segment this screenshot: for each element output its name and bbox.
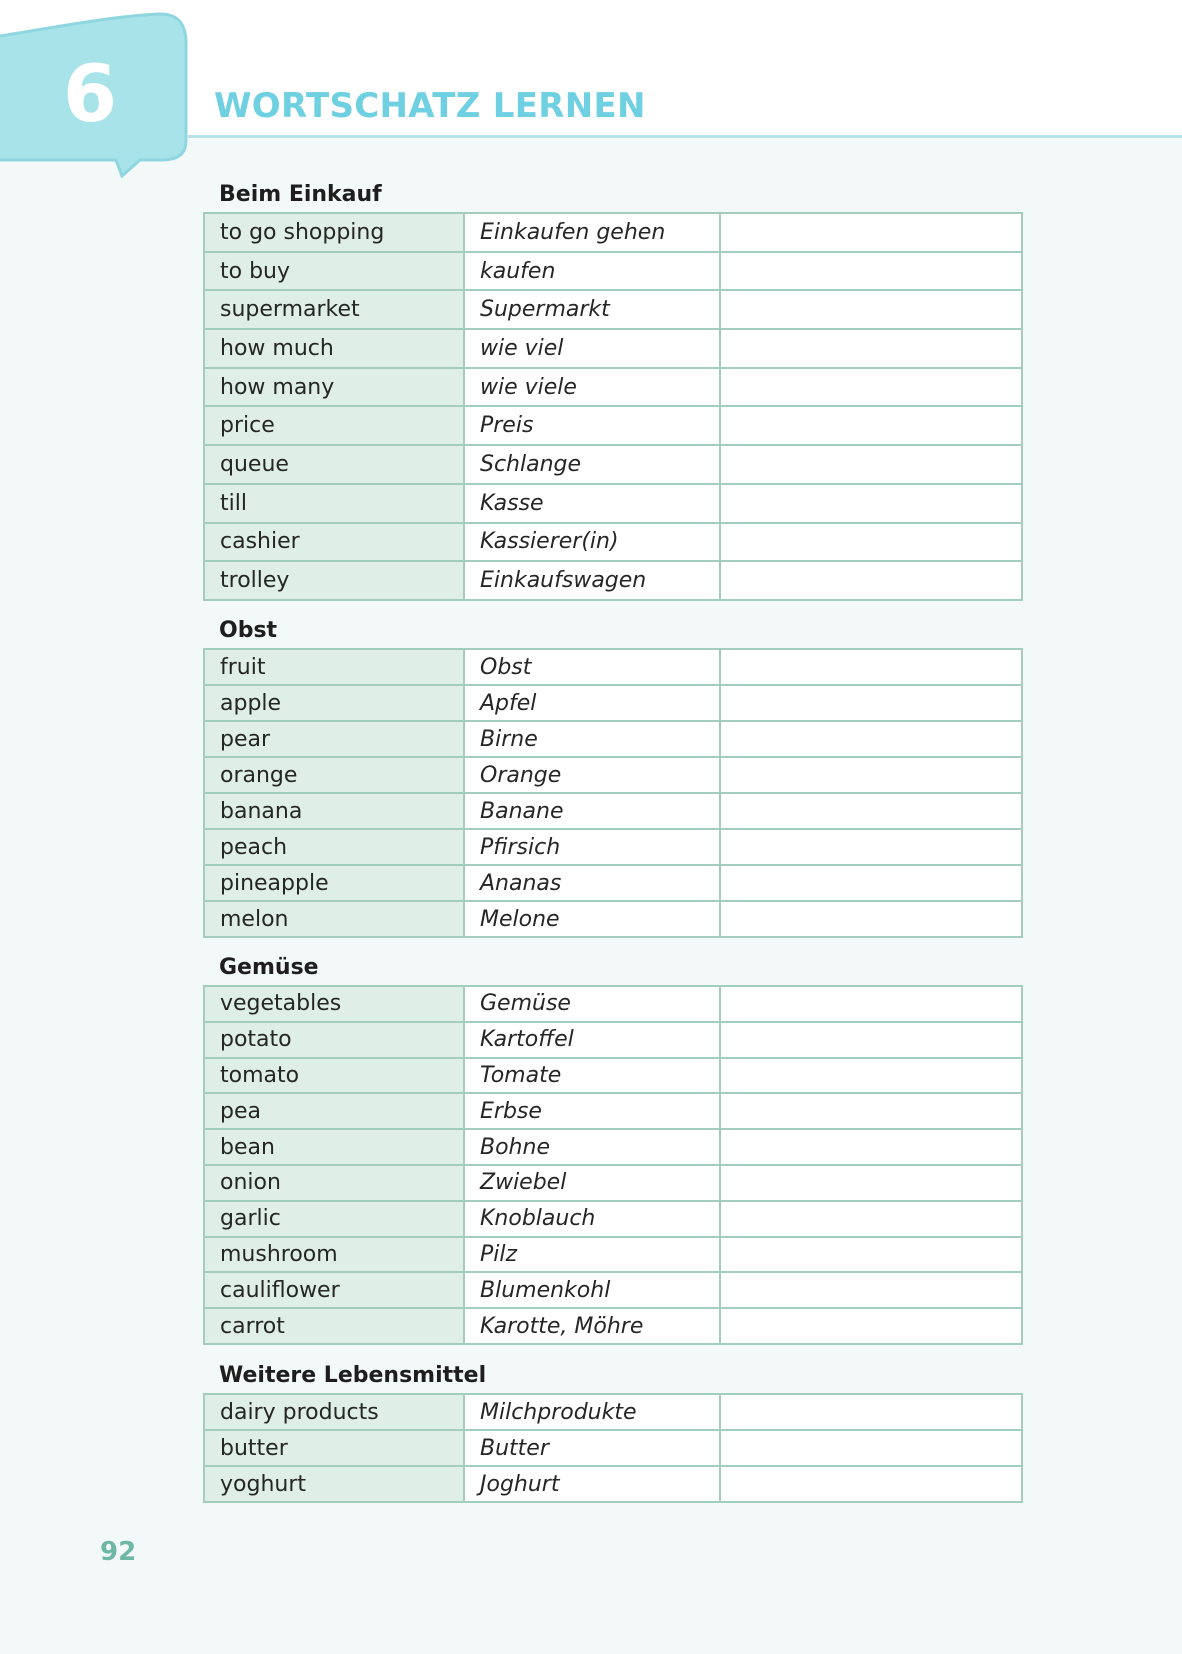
blank-cell [721, 1238, 1021, 1272]
header-rule [188, 135, 1182, 138]
chapter-badge [0, 0, 200, 178]
blank-cell [721, 1059, 1021, 1093]
table-row [205, 1164, 1021, 1200]
english-word: onion [205, 1166, 463, 1200]
table-row [205, 987, 1021, 1021]
chapter-number: 6 [62, 50, 118, 140]
table-row [205, 756, 1021, 792]
blank-cell [721, 758, 1021, 792]
page-title: WORTSCHATZ LERNEN [214, 86, 646, 126]
table-row [205, 650, 1021, 684]
table-row [205, 1021, 1021, 1057]
blank-cell [721, 1395, 1021, 1429]
german-word: Melone [463, 902, 721, 936]
english-word: pineapple [205, 866, 463, 900]
english-word: queue [205, 446, 463, 483]
german-word: Karotte, Möhre [463, 1309, 721, 1343]
english-word: bean [205, 1130, 463, 1164]
english-word: potato [205, 1023, 463, 1057]
german-word: Preis [463, 407, 721, 444]
vocab-section [203, 951, 1023, 1345]
table-row [205, 828, 1021, 864]
vocab-table [203, 648, 1023, 938]
blank-cell [721, 1166, 1021, 1200]
german-word: Einkaufswagen [463, 562, 721, 599]
english-word: pear [205, 722, 463, 756]
section-heading: Obst [219, 618, 278, 643]
blank-cell [721, 330, 1021, 367]
blank-cell [721, 1467, 1021, 1501]
blank-cell [721, 794, 1021, 828]
german-word: Kasse [463, 485, 721, 522]
vocab-table [203, 1393, 1023, 1503]
german-word: Butter [463, 1431, 721, 1465]
german-word: Milchprodukte [463, 1395, 721, 1429]
vocab-table [203, 212, 1023, 601]
german-word: Birne [463, 722, 721, 756]
blank-cell [721, 446, 1021, 483]
german-word: Zwiebel [463, 1166, 721, 1200]
english-word: to buy [205, 253, 463, 290]
german-word: Pfirsich [463, 830, 721, 864]
german-word: Joghurt [463, 1467, 721, 1501]
english-word: fruit [205, 650, 463, 684]
table-row [205, 483, 1021, 522]
table-row [205, 1395, 1021, 1429]
table-row [205, 522, 1021, 561]
german-word: Orange [463, 758, 721, 792]
table-row [205, 1429, 1021, 1465]
table-row [205, 1236, 1021, 1272]
blank-cell [721, 1202, 1021, 1236]
vocab-section [203, 1359, 1023, 1503]
blank-cell [721, 686, 1021, 720]
german-word: Schlange [463, 446, 721, 483]
blank-cell [721, 722, 1021, 756]
english-word: orange [205, 758, 463, 792]
blank-cell [721, 830, 1021, 864]
table-row [205, 1271, 1021, 1307]
table-row [205, 214, 1021, 251]
blank-cell [721, 1273, 1021, 1307]
german-word: Obst [463, 650, 721, 684]
english-word: to go shopping [205, 214, 463, 251]
german-word: Kassierer(in) [463, 524, 721, 561]
blank-cell [721, 866, 1021, 900]
table-row [205, 720, 1021, 756]
english-word: how much [205, 330, 463, 367]
english-word: mushroom [205, 1238, 463, 1272]
english-word: trolley [205, 562, 463, 599]
table-row [205, 560, 1021, 599]
german-word: kaufen [463, 253, 721, 290]
english-word: supermarket [205, 291, 463, 328]
table-row [205, 289, 1021, 328]
german-word: Apfel [463, 686, 721, 720]
table-row [205, 864, 1021, 900]
german-word: Einkaufen gehen [463, 214, 721, 251]
english-word: yoghurt [205, 1467, 463, 1501]
english-word: melon [205, 902, 463, 936]
blank-cell [721, 524, 1021, 561]
english-word: dairy products [205, 1395, 463, 1429]
table-row [205, 405, 1021, 444]
table-row [205, 328, 1021, 367]
blank-cell [721, 214, 1021, 251]
english-word: pea [205, 1094, 463, 1128]
english-word: carrot [205, 1309, 463, 1343]
german-word: wie viele [463, 369, 721, 406]
blank-cell [721, 902, 1021, 936]
english-word: cauliflower [205, 1273, 463, 1307]
blank-cell [721, 369, 1021, 406]
table-row [205, 684, 1021, 720]
section-heading: Weitere Lebensmittel [219, 1363, 487, 1388]
vocab-table [203, 985, 1023, 1345]
german-word: wie viel [463, 330, 721, 367]
blank-cell [721, 1023, 1021, 1057]
german-word: Knoblauch [463, 1202, 721, 1236]
table-row [205, 251, 1021, 290]
german-word: Pilz [463, 1238, 721, 1272]
english-word: banana [205, 794, 463, 828]
page-number: 92 [100, 1537, 137, 1567]
vocab-section [203, 614, 1023, 938]
blank-cell [721, 485, 1021, 522]
english-word: vegetables [205, 987, 463, 1021]
table-row [205, 1128, 1021, 1164]
german-word: Banane [463, 794, 721, 828]
german-word: Ananas [463, 866, 721, 900]
english-word: cashier [205, 524, 463, 561]
english-word: how many [205, 369, 463, 406]
blank-cell [721, 1130, 1021, 1164]
blank-cell [721, 987, 1021, 1021]
table-row [205, 1092, 1021, 1128]
english-word: apple [205, 686, 463, 720]
german-word: Bohne [463, 1130, 721, 1164]
blank-cell [721, 562, 1021, 599]
german-word: Kartoffel [463, 1023, 721, 1057]
german-word: Blumenkohl [463, 1273, 721, 1307]
table-row [205, 1200, 1021, 1236]
english-word: peach [205, 830, 463, 864]
german-word: Erbse [463, 1094, 721, 1128]
table-row [205, 367, 1021, 406]
table-row [205, 792, 1021, 828]
blank-cell [721, 650, 1021, 684]
german-word: Supermarkt [463, 291, 721, 328]
table-row [205, 1307, 1021, 1343]
section-heading: Beim Einkauf [219, 182, 382, 207]
vocab-section [203, 178, 1023, 601]
section-heading: Gemüse [219, 955, 319, 980]
german-word: Tomate [463, 1059, 721, 1093]
english-word: till [205, 485, 463, 522]
table-row [205, 1465, 1021, 1501]
blank-cell [721, 253, 1021, 290]
english-word: tomato [205, 1059, 463, 1093]
table-row [205, 900, 1021, 936]
german-word: Gemüse [463, 987, 721, 1021]
blank-cell [721, 1309, 1021, 1343]
english-word: price [205, 407, 463, 444]
english-word: garlic [205, 1202, 463, 1236]
table-row [205, 1057, 1021, 1093]
table-row [205, 444, 1021, 483]
blank-cell [721, 1431, 1021, 1465]
english-word: butter [205, 1431, 463, 1465]
blank-cell [721, 291, 1021, 328]
blank-cell [721, 1094, 1021, 1128]
blank-cell [721, 407, 1021, 444]
